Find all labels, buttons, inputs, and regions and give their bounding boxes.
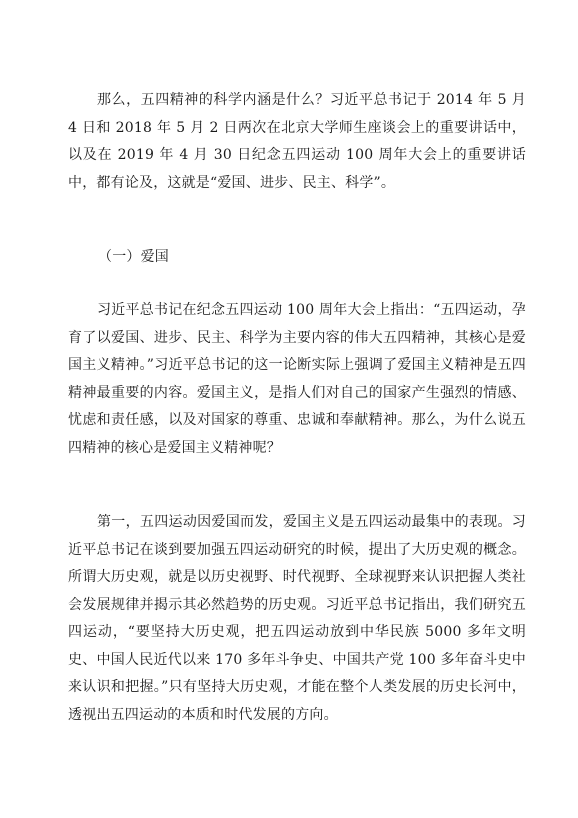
section-heading-patriotism: （一）爱国 <box>98 249 169 265</box>
paragraph-first-point: 第一，五四运动因爱国而发，爱国主义是五四运动最集中的表现。习近平总书记在谈到要加强五四运动研究的时候，提出了大历史观的概念。所谓大历史观，就是以历史视野、时代视野、全球视野来认识把握人类社会发展规律并揭示其必然趋势的历史观。习近平总书记指出，我们研究五四运动，“要坚持大历史观，把五四运动放到中华民族 5000 多年文明史、中国人民近代以来 170 多年斗争史、中国共产党 100 多年奋斗史中来认识和把握。”只有坚持大历史观，才能在整个人类发展的历史长河中，透视出五四运动的本质和时代发展的方向。 <box>68 514 526 723</box>
paragraph-intro: 那么，五四精神的科学内涵是什么？习近平总书记于 2014 年 5 月 4 日和 2018 年 5 月 2 日两次在北京大学师生座谈会上的重要讲话中，以及在 2019 年 4 月 30 日纪念五四运动 100 周年大会上的重要讲话中，都有论及，这就是“爱国、进步、民主、科学”。 <box>68 92 526 191</box>
paragraph-patriotism-core: 习近平总书记在纪念五四运动 100 周年大会上指出：“五四运动，孕育了以爱国、进步、民主、科学为主要内容的伟大五四精神，其核心是爱国主义精神。”习近平总书记的这一论断实际上强调了爱国主义精神是五四精神最重要的内容。爱国主义，是指人们对自己的国家产生强烈的情感、忧虑和责任感，以及对国家的尊重、忠诚和奉献精神。那么，为什么说五四精神的核心是爱国主义精神呢？ <box>68 302 526 456</box>
